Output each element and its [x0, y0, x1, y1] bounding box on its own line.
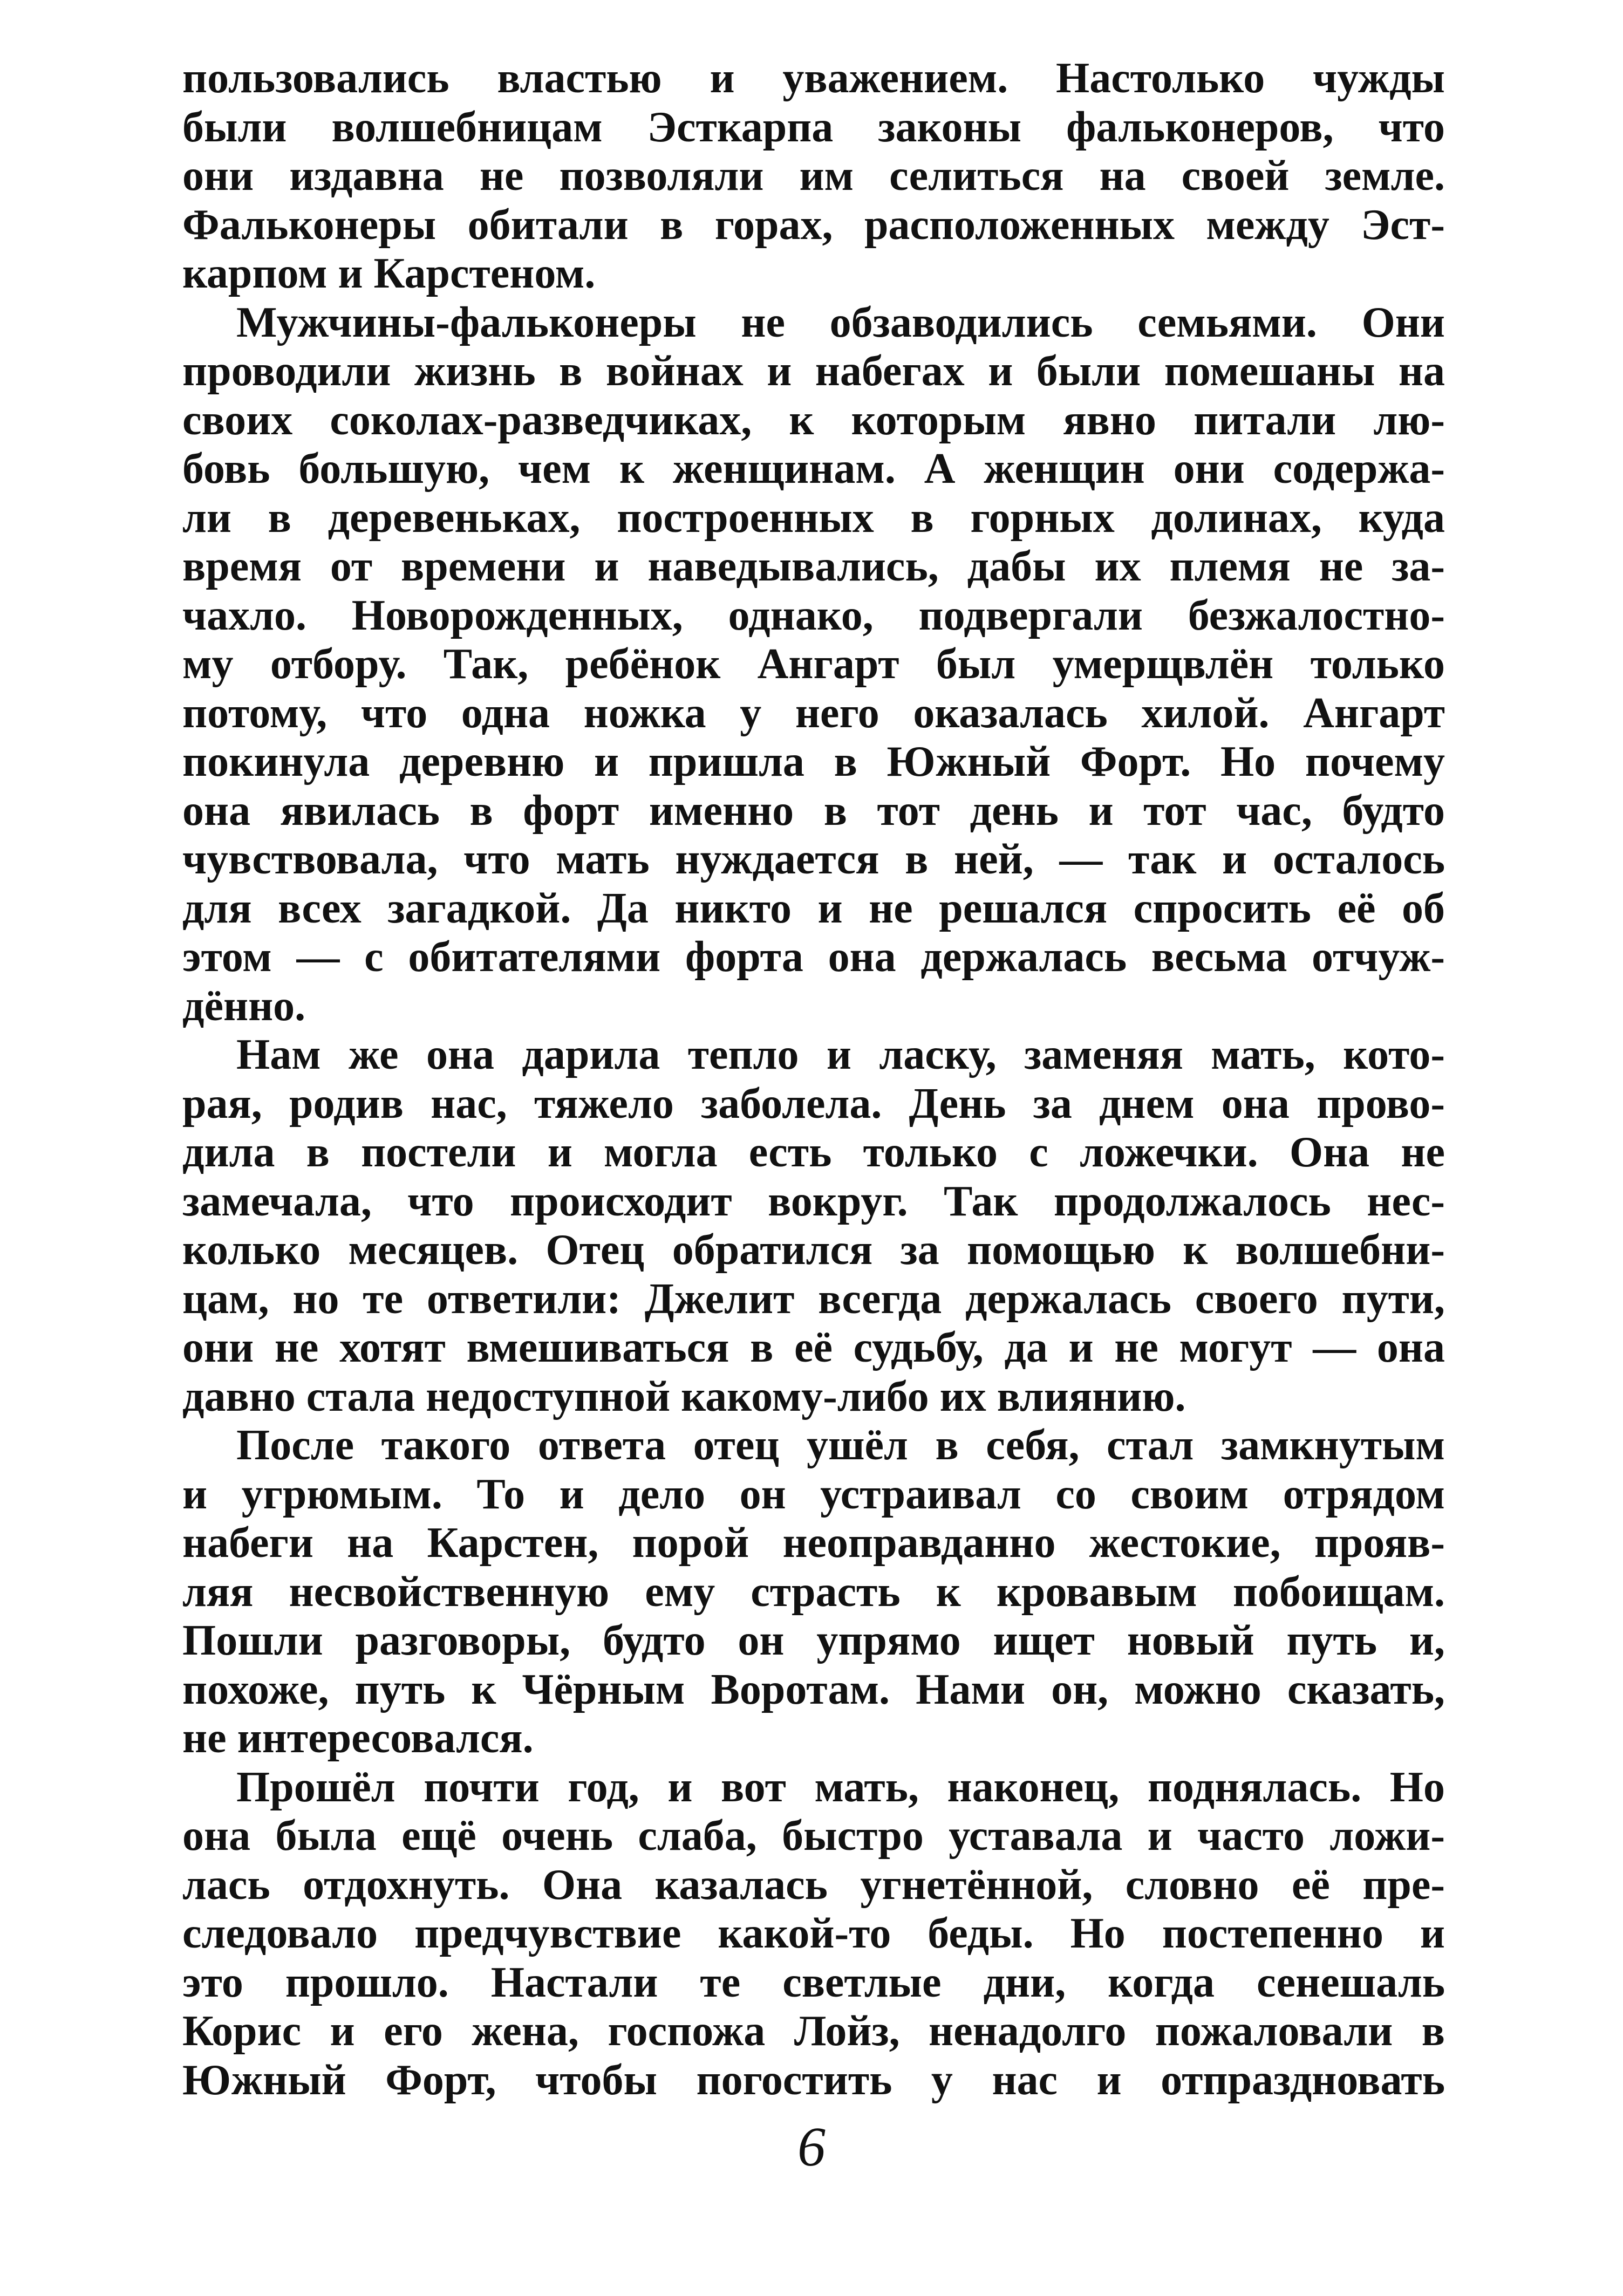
text-line: Фальконеры обитали в горах, расположенных между Эст- — [182, 201, 1445, 249]
text-line: они не хотят вмешиваться в её судьбу, да и не могут — она — [182, 1324, 1445, 1371]
text-line: это прошло. Настали те светлые дни, когда сенешаль — [182, 1958, 1445, 2006]
text-line: чахло. Новорожденных, однако, подвергали безжалостно- — [182, 591, 1445, 639]
text-line: Нам же она дарила тепло и ласку, заменяя мать, кото- — [236, 1031, 1445, 1078]
text-line: покинула деревню и пришла в Южный Форт. Но почему — [182, 738, 1445, 785]
text-line: карпом и Карстеном. — [182, 250, 596, 297]
text-line: были волшебницам Эсткарпа законы фальконеров, что — [182, 103, 1445, 151]
text-line: они издавна не позволяли им селиться на своей земле. — [182, 152, 1445, 200]
text-line: Мужчины-фальконеры не обзаводились семьями. Они — [236, 298, 1445, 346]
text-line: чувствовала, что мать нуждается в ней, — так и осталось — [182, 836, 1445, 883]
text-line: лась отдохнуть. Она казалась угнетённой, словно её пре- — [182, 1861, 1445, 1909]
text-line: После такого ответа отец ушёл в себя, стал замкнутым — [236, 1422, 1445, 1469]
text-line: своих соколах-разведчиках, к которым явно питали лю- — [182, 396, 1445, 444]
text-line: Южный Форт, чтобы погостить у нас и отпраздновать — [182, 2056, 1445, 2104]
body-text — [182, 54, 1445, 2104]
text-line: похоже, путь к Чёрным Воротам. Нами он, можно сказать, — [182, 1665, 1445, 1713]
page-number: 6 — [797, 2116, 826, 2178]
text-line: дённо. — [182, 982, 306, 1030]
text-line: ляя несвойственную ему страсть к кровавым побоищам. — [182, 1568, 1445, 1616]
text-line: колько месяцев. Отец обратился за помощью к волшебни- — [182, 1226, 1445, 1274]
text-line: цам, но те ответили: Джелит всегда держалась своего пути, — [182, 1275, 1445, 1323]
text-line: не интересовался. — [182, 1714, 534, 1762]
text-line: му отбору. Так, ребёнок Ангарт был умерщвлён только — [182, 640, 1445, 688]
text-line: дила в постели и могла есть только с ложечки. Она не — [182, 1129, 1445, 1176]
text-line: этом — с обитателями форта она держалась весьма отчуж- — [182, 933, 1445, 981]
text-line: время от времени и наведывались, дабы их племя не за- — [182, 543, 1445, 590]
text-line: и угрюмым. То и дело он устраивал со своим отрядом — [182, 1470, 1445, 1518]
text-line: для всех загадкой. Да никто и не решался спросить её об — [182, 884, 1445, 932]
text-line: потому, что одна ножка у него оказалась хилой. Ангарт — [182, 689, 1445, 737]
text-line: рая, родив нас, тяжело заболела. День за днем она прово- — [182, 1079, 1445, 1128]
text-line: она явилась в форт именно в тот день и тот час, будто — [182, 787, 1445, 835]
text-line: проводили жизнь в войнах и набегах и были помешаны на — [182, 347, 1445, 395]
text-line: замечала, что происходит вокруг. Так продолжалось нес- — [182, 1177, 1445, 1225]
text-line: пользовались властью и уважением. Настолько чужды — [182, 54, 1445, 102]
text-line: она была ещё очень слаба, быстро уставала и часто ложи- — [182, 1812, 1445, 1860]
text-line: следовало предчувствие какой-то беды. Но постепенно и — [182, 1910, 1445, 1957]
text-line: ли в деревеньках, построенных в горных долинах, куда — [182, 494, 1445, 542]
text-line: бовь большую, чем к женщинам. А женщин они содержа- — [182, 445, 1445, 493]
text-line: Пошли разговоры, будто он упрямо ищет новый путь и, — [182, 1617, 1445, 1664]
text-line: Корис и его жена, госпожа Лойз, ненадолго пожаловали в — [182, 2007, 1445, 2055]
text-line: Прошёл почти год, и вот мать, наконец, поднялась. Но — [236, 1763, 1445, 1811]
text-line: набеги на Карстен, порой неоправданно жестокие, прояв- — [182, 1519, 1445, 1567]
text-line: давно стала недоступной какому-либо их влиянию. — [182, 1372, 1186, 1420]
